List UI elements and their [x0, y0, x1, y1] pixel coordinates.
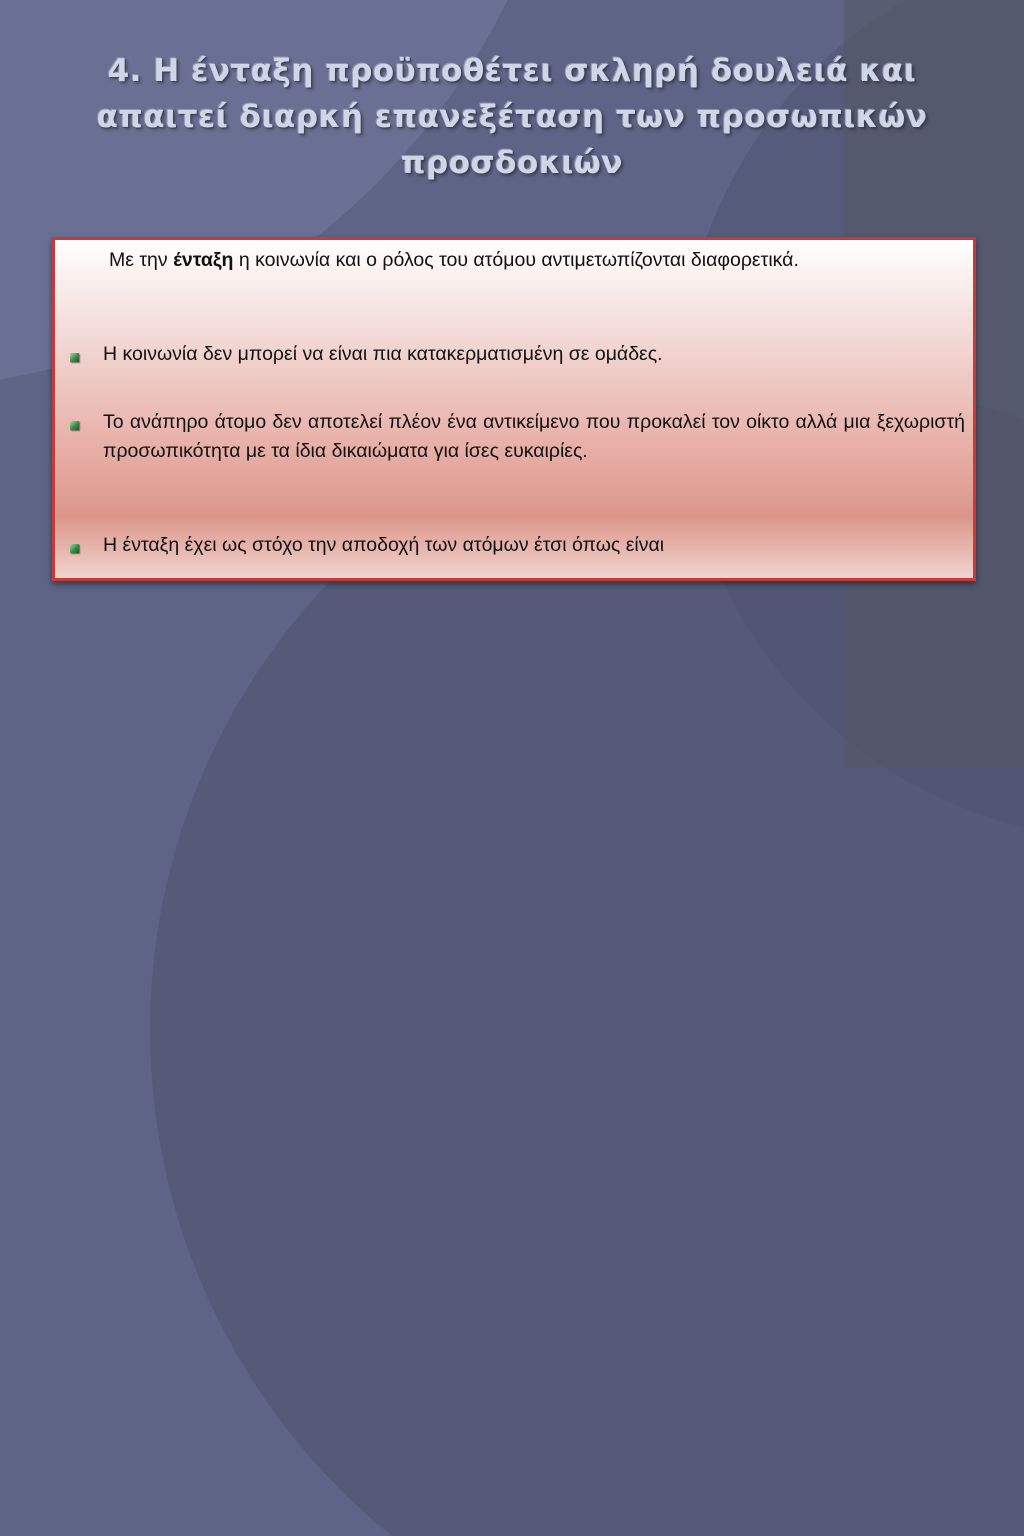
- green-square-bullet-icon: [70, 353, 79, 362]
- green-square-bullet-icon: [70, 421, 79, 430]
- slide-title: 4. Η ένταξη προϋποθέτει σκληρή δουλειά και απαιτεί διαρκή επανεξέταση των προσωπικών προσδοκιών: [96, 53, 928, 181]
- green-square-bullet-icon: [70, 544, 79, 553]
- intro-text-start: Με την: [109, 249, 174, 271]
- bullet-item-2: Το ανάπηρο άτομο δεν αποτελεί πλέον ένα αντικείμενο που προκαλεί τον οίκτο αλλά μια ξεχωριστή προσωπικότητα με τα ίδια δικαιώματα για ίσες ευκαιρίες.: [103, 411, 965, 462]
- intro-text-end: η κοινωνία και ο ρόλος του ατόμου αντιμετωπίζονται διαφορετικά.: [233, 249, 799, 271]
- bullet-item-3: Η ένταξη έχει ως στόχο την αποδοχή των ατόμων έτσι όπως είναι: [103, 534, 665, 556]
- content-box: [52, 237, 976, 581]
- intro-bold-term: ένταξη: [173, 249, 234, 271]
- intro-paragraph: [103, 246, 965, 275]
- bullet-item-1: Η κοινωνία δεν μπορεί να είναι πια κατακερματισμένη σε ομάδες.: [103, 343, 663, 365]
